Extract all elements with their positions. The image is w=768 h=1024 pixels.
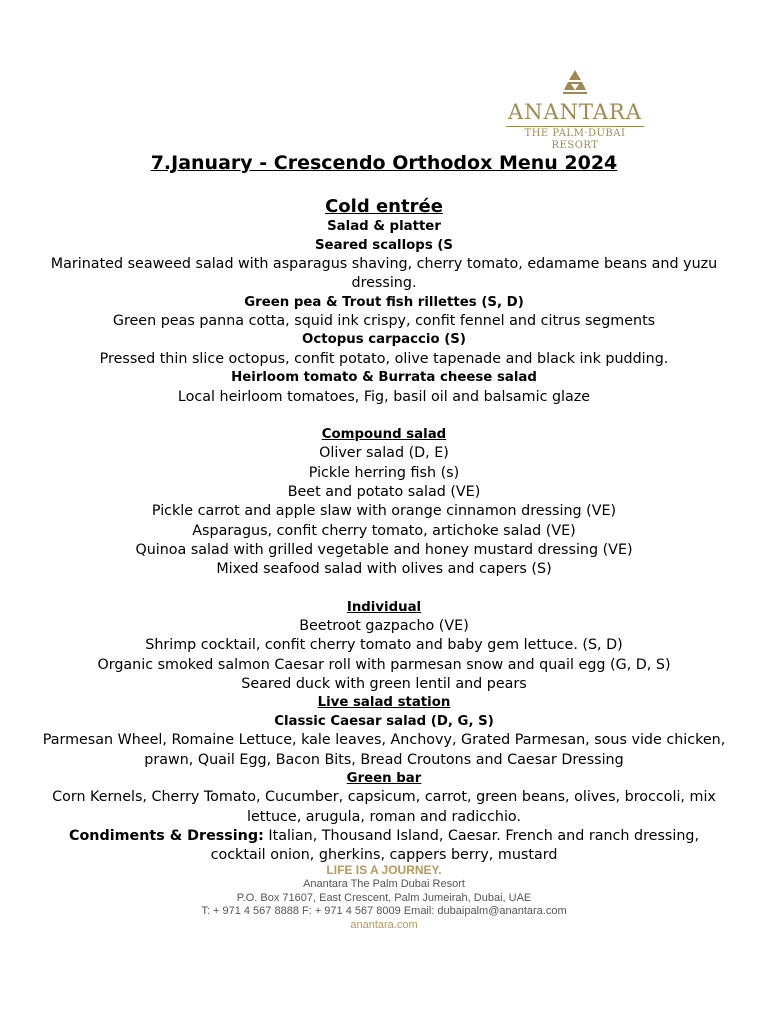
logo-name: ANANTARA bbox=[507, 100, 643, 124]
anantara-emblem-icon bbox=[560, 68, 590, 98]
live-salad-heading: Live salad station bbox=[317, 695, 451, 711]
dish-name: Classic Caesar salad (D, G, S) bbox=[274, 713, 494, 729]
list-item: Asparagus, confit cherry tomato, artichoke salad (VE) bbox=[192, 522, 576, 539]
list-item: Pickle carrot and apple slaw with orange cinnamon dressing (VE) bbox=[151, 503, 617, 520]
logo-divider bbox=[506, 126, 644, 127]
page-title: 7.January - Crescendo Orthodox Menu 2024 bbox=[150, 152, 618, 174]
footer-website[interactable]: anantara.com bbox=[350, 918, 418, 931]
list-item: Beetroot gazpacho (VE) bbox=[299, 618, 469, 635]
dish-description: Pressed thin slice octopus, confit potato, olive tapenade and black ink pudding. bbox=[99, 350, 669, 367]
list-item: Shrimp cocktail, confit cherry tomato and baby gem lettuce. (S, D) bbox=[145, 637, 623, 654]
dish-description: Marinated seaweed salad with asparagus shaving, cherry tomato, edamame beans and yuzu dressing. bbox=[50, 256, 718, 292]
salad-platter-subheading: Salad & platter bbox=[327, 219, 441, 234]
list-item: Pickle herring fish (s) bbox=[308, 464, 460, 481]
dish-name: Seared scallops (S bbox=[314, 237, 454, 253]
condiments-text: Italian, Thousand Island, Caesar. French and ranch dressing, cocktail onion, gherkins, cappers berry, mustard bbox=[210, 827, 699, 864]
dish-name: Green pea & Trout fish rillettes (S, D) bbox=[244, 294, 524, 310]
list-item: Mixed seafood salad with olives and capers (S) bbox=[216, 561, 552, 578]
dish-name: Heirloom tomato & Burrata cheese salad bbox=[231, 370, 537, 386]
logo-subtitle-2: RESORT bbox=[551, 140, 599, 151]
section-spacer bbox=[40, 580, 728, 599]
dish-description: Parmesan Wheel, Romaine Lettuce, kale leaves, Anchovy, Grated Parmesan, sous vide chicken, prawn, Quail Egg, Bacon Bits, Bread Croutons and Caesar Dressing bbox=[42, 732, 726, 768]
list-item: Organic smoked salmon Caesar roll with parmesan snow and quail egg (G, D, S) bbox=[97, 656, 671, 673]
footer-tagline: LIFE IS A JOURNEY. bbox=[326, 863, 442, 877]
section-spacer bbox=[40, 407, 728, 426]
condiments-label: Condiments & Dressing: bbox=[68, 827, 264, 844]
green-bar-heading: Green bar bbox=[346, 770, 422, 786]
menu-document bbox=[40, 150, 728, 866]
list-item: Beet and potato salad (VE) bbox=[287, 484, 481, 501]
cold-entree-heading: Cold entrée bbox=[325, 196, 443, 217]
footer-contact: T: + 971 4 567 8888 F: + 971 4 567 8009 Email: dubaipalm@anantara.com bbox=[201, 905, 567, 917]
individual-heading: Individual bbox=[346, 599, 422, 615]
footer-resort-name: Anantara The Palm Dubai Resort bbox=[303, 878, 465, 890]
footer bbox=[0, 862, 768, 932]
list-item: Oliver salad (D, E) bbox=[319, 445, 449, 462]
dish-name: Octopus carpaccio (S) bbox=[302, 332, 466, 348]
dish-description: Green peas panna cotta, squid ink crispy, confit fennel and citrus segments bbox=[112, 313, 656, 330]
resort-logo bbox=[500, 68, 650, 152]
list-item: Seared duck with green lentil and pears bbox=[241, 675, 527, 692]
compound-salad-heading: Compound salad bbox=[321, 426, 447, 442]
green-bar-description: Corn Kernels, Cherry Tomato, Cucumber, capsicum, carrot, green beans, olives, broccoli, mix lettuce, arugula, roman and radicchio. bbox=[52, 789, 716, 825]
list-item: Quinoa salad with grilled vegetable and honey mustard dressing (VE) bbox=[135, 541, 633, 558]
footer-address: P.O. Box 71607, East Crescent, Palm Jumeirah, Dubai, UAE bbox=[236, 891, 532, 904]
logo-subtitle-1: THE PALM·DUBAI bbox=[524, 128, 626, 139]
dish-description: Local heirloom tomatoes, Fig, basil oil and balsamic glaze bbox=[177, 388, 591, 405]
condiments-line bbox=[40, 827, 728, 866]
